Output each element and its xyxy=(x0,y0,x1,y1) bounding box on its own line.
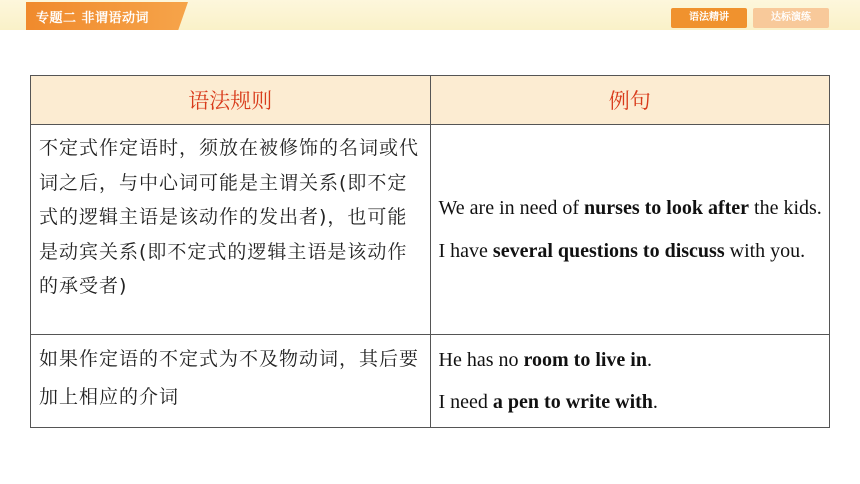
table-header-row xyxy=(31,76,830,125)
example-text: the kids. xyxy=(749,197,822,219)
example-text: I need xyxy=(438,391,493,413)
example-bold-phrase: a pen to write with xyxy=(492,391,653,413)
example-bold-phrase: nurses to look after xyxy=(584,197,750,219)
example-text: with you. xyxy=(724,239,806,262)
example-text: We are in need of xyxy=(438,197,585,219)
example-text: He has no xyxy=(438,349,524,371)
example-bold-phrase: several questions to discuss xyxy=(492,239,725,262)
example-text: . xyxy=(652,391,658,413)
nav-button-practice[interactable]: 达标演练 xyxy=(753,8,829,28)
grammar-table xyxy=(30,75,830,428)
header-example: 例句 xyxy=(430,76,830,125)
example-sentence xyxy=(439,339,824,381)
example-cell xyxy=(430,335,830,428)
example-sentence xyxy=(439,187,824,230)
example-sentence xyxy=(439,381,824,423)
example-bold-phrase: room to live in xyxy=(523,349,647,371)
example-sentence xyxy=(439,230,824,273)
rule-cell: 不定式作定语时，须放在被修饰的名词或代词之后，与中心词可能是主谓关系(即不定式的逻辑主语是该动作的发出者)，也可能是动宾关系(即不定式的逻辑主语是该动作的承受者) xyxy=(31,125,431,335)
table-row xyxy=(31,335,830,428)
rule-cell: 如果作定语的不定式为不及物动词，其后要加上相应的介词 xyxy=(31,335,431,428)
example-text: . xyxy=(647,349,652,371)
table-row xyxy=(31,125,830,335)
example-text: I have xyxy=(438,239,493,262)
example-cell xyxy=(430,125,830,335)
header-rule: 语法规则 xyxy=(31,76,431,125)
nav-button-grammar[interactable]: 语法精讲 xyxy=(671,8,747,28)
topic-title: 专题二 非谓语动词 xyxy=(36,11,150,26)
